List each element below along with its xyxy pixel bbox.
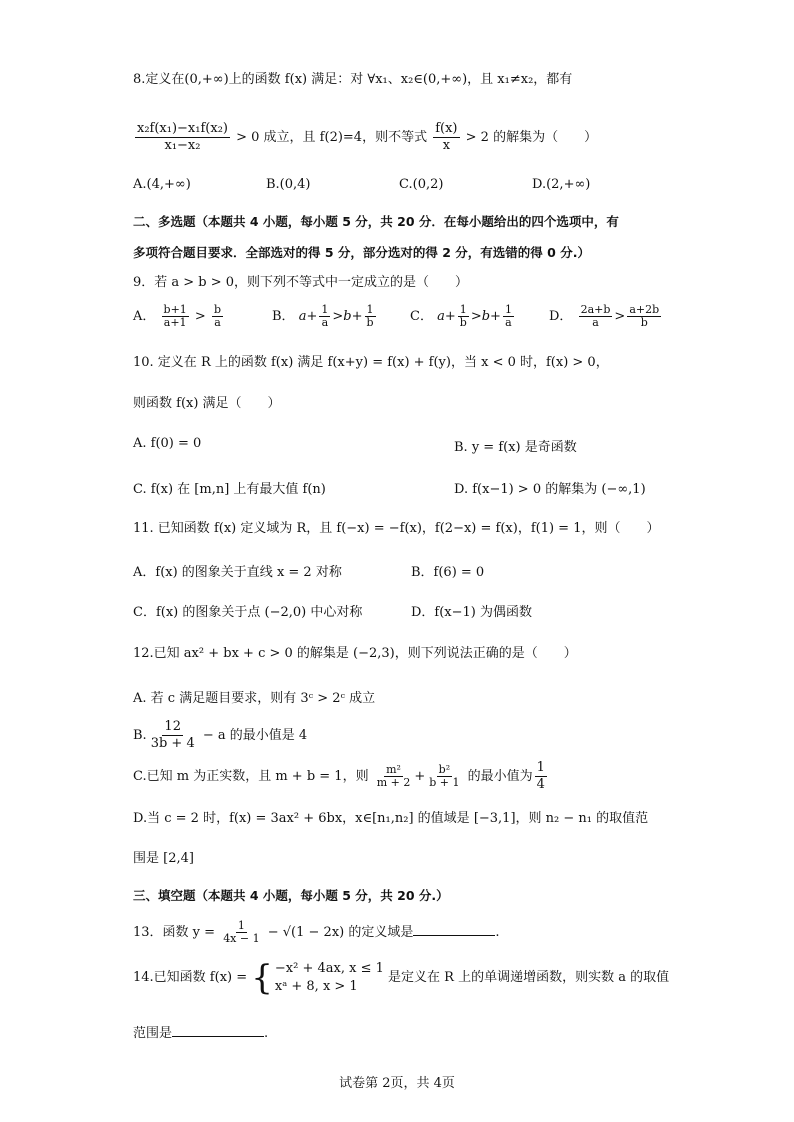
q8-fraction bbox=[135, 121, 230, 154]
q14-prefix: 14.已知函数 f(x) = bbox=[133, 970, 248, 985]
q13-prefix: 13．函数 y = bbox=[133, 925, 216, 940]
q9-d-frac2: $\frac{a+2b}{b}$ bbox=[629, 303, 660, 329]
q14-case1: −x² + 4ax, x ≤ 1 bbox=[274, 960, 384, 976]
q8-tail-text: > 2 的解集为（ ） bbox=[465, 130, 598, 145]
q12-c-plus: + bbox=[414, 769, 426, 784]
q9-d-label: D． bbox=[549, 309, 573, 324]
q13-frac-den: 4x − 1 bbox=[223, 932, 260, 945]
q10-option-b: B. y = f(x) 是奇函数 bbox=[454, 440, 577, 455]
q12-c-prefix: C.已知 m 为正实数，且 m + b = 1，则 bbox=[133, 769, 369, 784]
q11-option-a: A．f(x) 的图象关于直线 x = 2 对称 bbox=[133, 565, 342, 580]
q12-c-frac1-num: m² bbox=[386, 763, 401, 776]
q9-b-frac1: $\frac{1}{a}$ bbox=[321, 303, 329, 329]
q14-range-label: 范围是 bbox=[133, 1026, 173, 1041]
q14-line2 bbox=[133, 1024, 268, 1043]
q14-brace-glyph: { bbox=[251, 957, 273, 998]
q9-c-frac2: $\frac{1}{a}$ bbox=[504, 303, 512, 329]
q10-option-a: A. f(0) = 0 bbox=[133, 436, 202, 451]
q12-c-value-frac bbox=[535, 760, 547, 793]
q12-c-frac2-num: b² bbox=[438, 763, 451, 776]
section3-heading: 三、填空题（本题共 4 小题，每小题 5 分，共 20 分.） bbox=[133, 888, 449, 903]
q10-option-c: C. f(x) 在 [m,n] 上有最大值 f(n) bbox=[133, 482, 326, 497]
q12-b-suffix: − a 的最小值是 4 bbox=[202, 728, 308, 743]
q14-end: . bbox=[264, 1026, 269, 1041]
q8-frac-denominator: x₁−x₂ bbox=[164, 138, 201, 153]
q12-option-d-line1: D.当 c = 2 时，f(x) = 3ax² + 6bx，x∈[n₁,n₂] 的值域是 [−3,1]，则 n₂ − n₁ 的取值范 bbox=[133, 811, 649, 826]
q14-answer-blank[interactable] bbox=[172, 1024, 264, 1037]
q8-frac2-denominator: x bbox=[442, 138, 451, 153]
q8-option-d: D.(2,+∞) bbox=[532, 177, 591, 192]
q11-option-c: C．f(x) 的图象关于点 (−2,0) 中心对称 bbox=[133, 605, 363, 620]
q12-b-prefix: B. bbox=[133, 728, 147, 743]
q13-frac-num: 1 bbox=[237, 919, 245, 932]
q13-answer-blank[interactable] bbox=[413, 923, 495, 936]
q12-c-value-num: 1 bbox=[536, 760, 545, 775]
q12-option-d-line2: 围是 [2,4] bbox=[133, 851, 194, 866]
q8-option-c: C.(0,2) bbox=[399, 177, 444, 192]
q12-b-num: 12 bbox=[164, 719, 181, 734]
q9-b-frac2: $\frac{1}{b}$ bbox=[366, 303, 374, 329]
q13-suffix: − √(1 − 2x) 的定义域是 bbox=[267, 925, 414, 940]
q11-option-b: B．f(6) = 0 bbox=[411, 565, 485, 580]
q9-d-frac1: $\frac{2a+b}{a}$ bbox=[580, 303, 611, 329]
q9-c-frac1: $\frac{1}{b}$ bbox=[459, 303, 467, 329]
q9-stem: 9．若 a > b > 0，则下列不等式中一定成立的是（ ） bbox=[133, 275, 469, 290]
q12-c-frac2-den: b + 1 bbox=[429, 776, 460, 789]
q13-end: . bbox=[495, 925, 500, 940]
q8-mid-text: > 0 成立，且 f(2)=4，则不等式 bbox=[236, 130, 428, 145]
q9-a-frac1: $\frac{b+1}{a+1}$ bbox=[163, 303, 187, 329]
q10-option-d: D. f(x−1) > 0 的解集为 (−∞,1) bbox=[454, 482, 646, 497]
q12-option-b bbox=[133, 718, 307, 754]
q9-a-label: A． bbox=[133, 309, 156, 324]
section2-heading-line2: 多项符合题目要求．全部选对的得 5 分，部分选对的得 2 分，有选错的得 0 分.） bbox=[133, 245, 590, 260]
q14-piecewise bbox=[251, 957, 384, 998]
q12-b-frac bbox=[149, 719, 197, 752]
q11-stem: 11. 已知函数 f(x) 定义域为 R，且 f(−x) = −f(x)，f(2−x) = f(x)，f(1) = 1，则（ ） bbox=[133, 521, 660, 536]
q12-option-a: A. 若 c 满足题目要求，则有 3ᶜ > 2ᶜ 成立 bbox=[133, 691, 376, 706]
q8-frac2-numerator: f(x) bbox=[435, 121, 458, 136]
q8-option-a: A.(4,+∞) bbox=[133, 177, 191, 192]
q8-frac-numerator: x₂f(x₁)−x₁f(x₂) bbox=[137, 121, 228, 136]
page-footer: 试卷第 2页，共 4页 bbox=[339, 1076, 455, 1091]
q9-b-label: B． bbox=[272, 309, 295, 324]
q10-stem-line2: 则函数 f(x) 满足（ ） bbox=[133, 396, 281, 411]
q9-a-frac2: $\frac{b}{a}$ bbox=[213, 303, 222, 329]
q13-frac bbox=[221, 920, 261, 945]
q8-option-b: B.(0,4) bbox=[266, 177, 311, 192]
q9-option-b: B． a+ $\frac{1}{a}$ >b+ $\frac{1}{b}$ bbox=[272, 303, 374, 329]
q12-c-frac1 bbox=[375, 764, 413, 789]
q9-option-c: C． a+ $\frac{1}{b}$ >b+ $\frac{1}{a}$ bbox=[410, 303, 512, 329]
q13-line bbox=[133, 916, 500, 950]
q11-option-d: D．f(x−1) 为偶函数 bbox=[411, 605, 533, 620]
q10-stem-line1: 10. 定义在 R 上的函数 f(x) 满足 f(x+y) = f(x) + f(y)，当 x < 0 时，f(x) > 0， bbox=[133, 355, 609, 370]
section2-heading-line1: 二、多选题（本题共 4 小题，每小题 5 分，共 20 分．在每小题给出的四个选项中，有 bbox=[133, 214, 619, 229]
q8-line1: 8.定义在(0,+∞)上的函数 f(x) 满足：对 ∀x₁、x₂∈(0,+∞)，且 x₁≠x₂，都有 bbox=[133, 72, 573, 87]
q14-case2: xᵃ + 8, x > 1 bbox=[274, 978, 358, 994]
q12-c-value-den: 4 bbox=[536, 777, 545, 792]
q8-fraction2 bbox=[433, 121, 459, 154]
q9-option-a: A． $\frac{b+1}{a+1}$ > $\frac{b}{a}$ bbox=[133, 303, 222, 329]
q12-c-frac1-den: m + 2 bbox=[376, 776, 411, 789]
q14-line1 bbox=[133, 958, 669, 998]
q12-option-c bbox=[133, 760, 549, 794]
q12-c-frac2 bbox=[427, 764, 461, 789]
q9-c-label: C． bbox=[410, 309, 433, 324]
q8-line2 bbox=[133, 118, 597, 158]
q14-suffix: 是定义在 R 上的单调递增函数，则实数 a 的取值 bbox=[388, 970, 670, 985]
q12-stem: 12.已知 ax² + bx + c > 0 的解集是 (−2,3)，则下列说法正确的是（ ） bbox=[133, 646, 577, 661]
q9-option-d: D． $\frac{2a+b}{a}$ > $\frac{a+2b}{b}$ bbox=[549, 303, 660, 329]
q12-c-mid: 的最小值为 bbox=[467, 769, 533, 784]
q12-b-den: 3b + 4 bbox=[150, 736, 195, 751]
